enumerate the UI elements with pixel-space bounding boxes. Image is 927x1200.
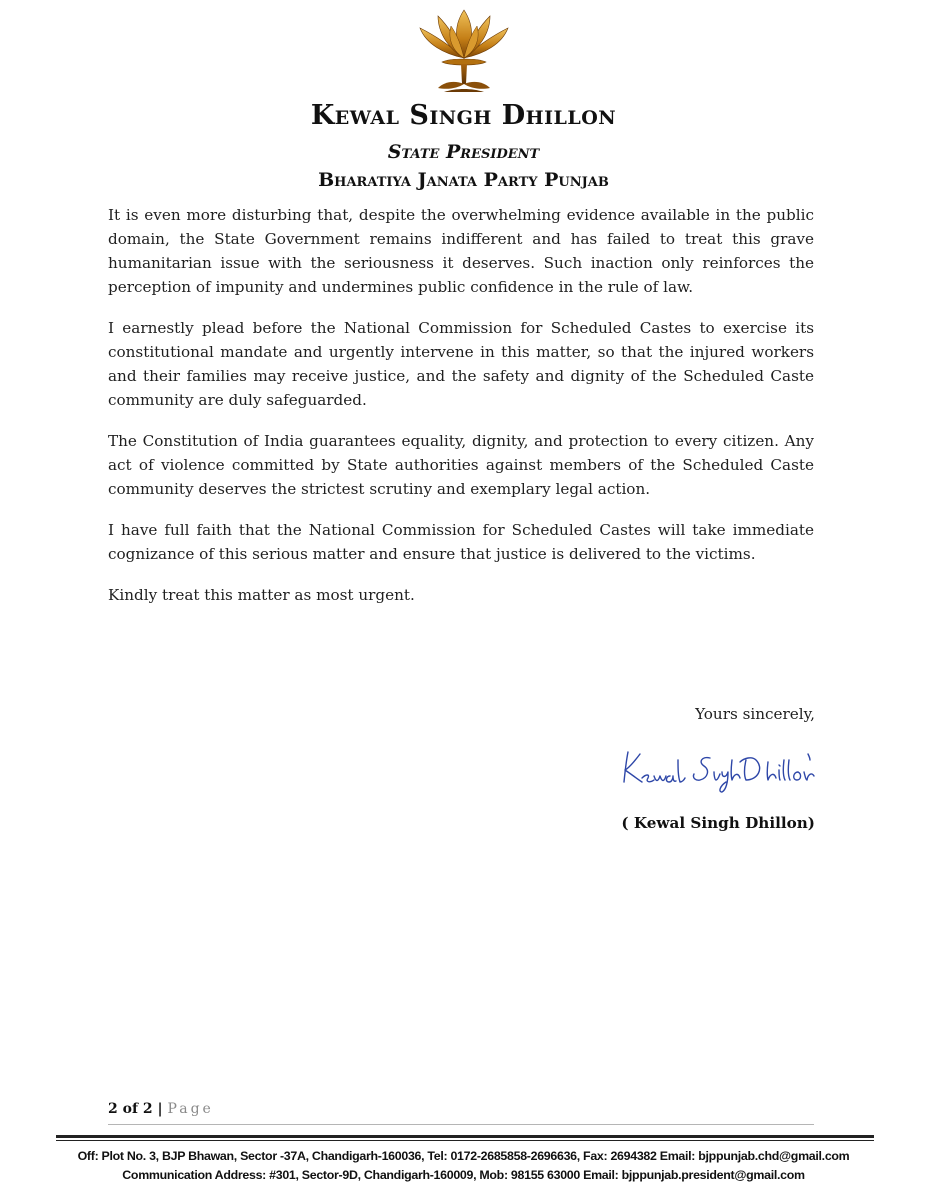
signer-name: ( Kewal Singh Dhillon): [621, 814, 815, 832]
footer-office-address: Off: Plot No. 3, BJP Bhawan, Sector -37A, Chandigarh-160036, Tel: 0172-2685858-2696636, Fax: 2694382 Email: bjppunjab.chd@gmail.com: [77, 1149, 850, 1163]
letter-body: [108, 203, 814, 624]
body-paragraph: I have full faith that the National Commission for Scheduled Castes will take immediate cognizance of this serious matter and ensure that justice is delivered to the victims.: [108, 521, 814, 563]
page-number: [108, 1101, 214, 1117]
closing-salutation: Yours sincerely,: [695, 705, 815, 723]
letterhead-name: Kewal Singh Dhillon: [310, 100, 617, 131]
body-paragraph: It is even more disturbing that, despite the overwhelming evidence available in the public domain, the State Government remains indifferent and has failed to treat this grave humanitarian issue with the seriousness it deserves. Such inaction only reinforces the perception of impunity and undermines public confidence in the rule of law.: [108, 206, 814, 296]
body-paragraph: I earnestly plead before the National Commission for Scheduled Castes to exercise its constitutional mandate and urgently intervene in this matter, so that the injured workers and their families may receive justice, and the safety and dignity of the Scheduled Caste community are duly safeguarded.: [108, 319, 814, 409]
handwritten-signature-icon: [618, 738, 818, 798]
footer-rule-thick: [56, 1135, 874, 1138]
page-separator: |: [152, 1101, 168, 1117]
footer-divider: [108, 1124, 814, 1125]
body-paragraph: Kindly treat this matter as most urgent.: [108, 586, 415, 604]
footer-rule-thin: [56, 1140, 874, 1141]
page-count: 2 of 2: [108, 1101, 153, 1117]
letterhead-party: Bharatiya Janata Party Punjab: [318, 169, 609, 191]
letterhead-title: State President: [387, 141, 540, 163]
lotus-icon: [414, 8, 514, 96]
page-label: Page: [167, 1101, 214, 1117]
footer-communication-address: Communication Address: #301, Sector-9D, Chandigarh-160009, Mob: 98155 63000 Email: bjppunjab.president@gmail.com: [122, 1168, 805, 1182]
body-paragraph: The Constitution of India guarantees equality, dignity, and protection to every citizen. Any act of violence committed by State authorities against members of the Scheduled Caste community deserves the strictest scrutiny and exemplary legal action.: [108, 432, 814, 498]
